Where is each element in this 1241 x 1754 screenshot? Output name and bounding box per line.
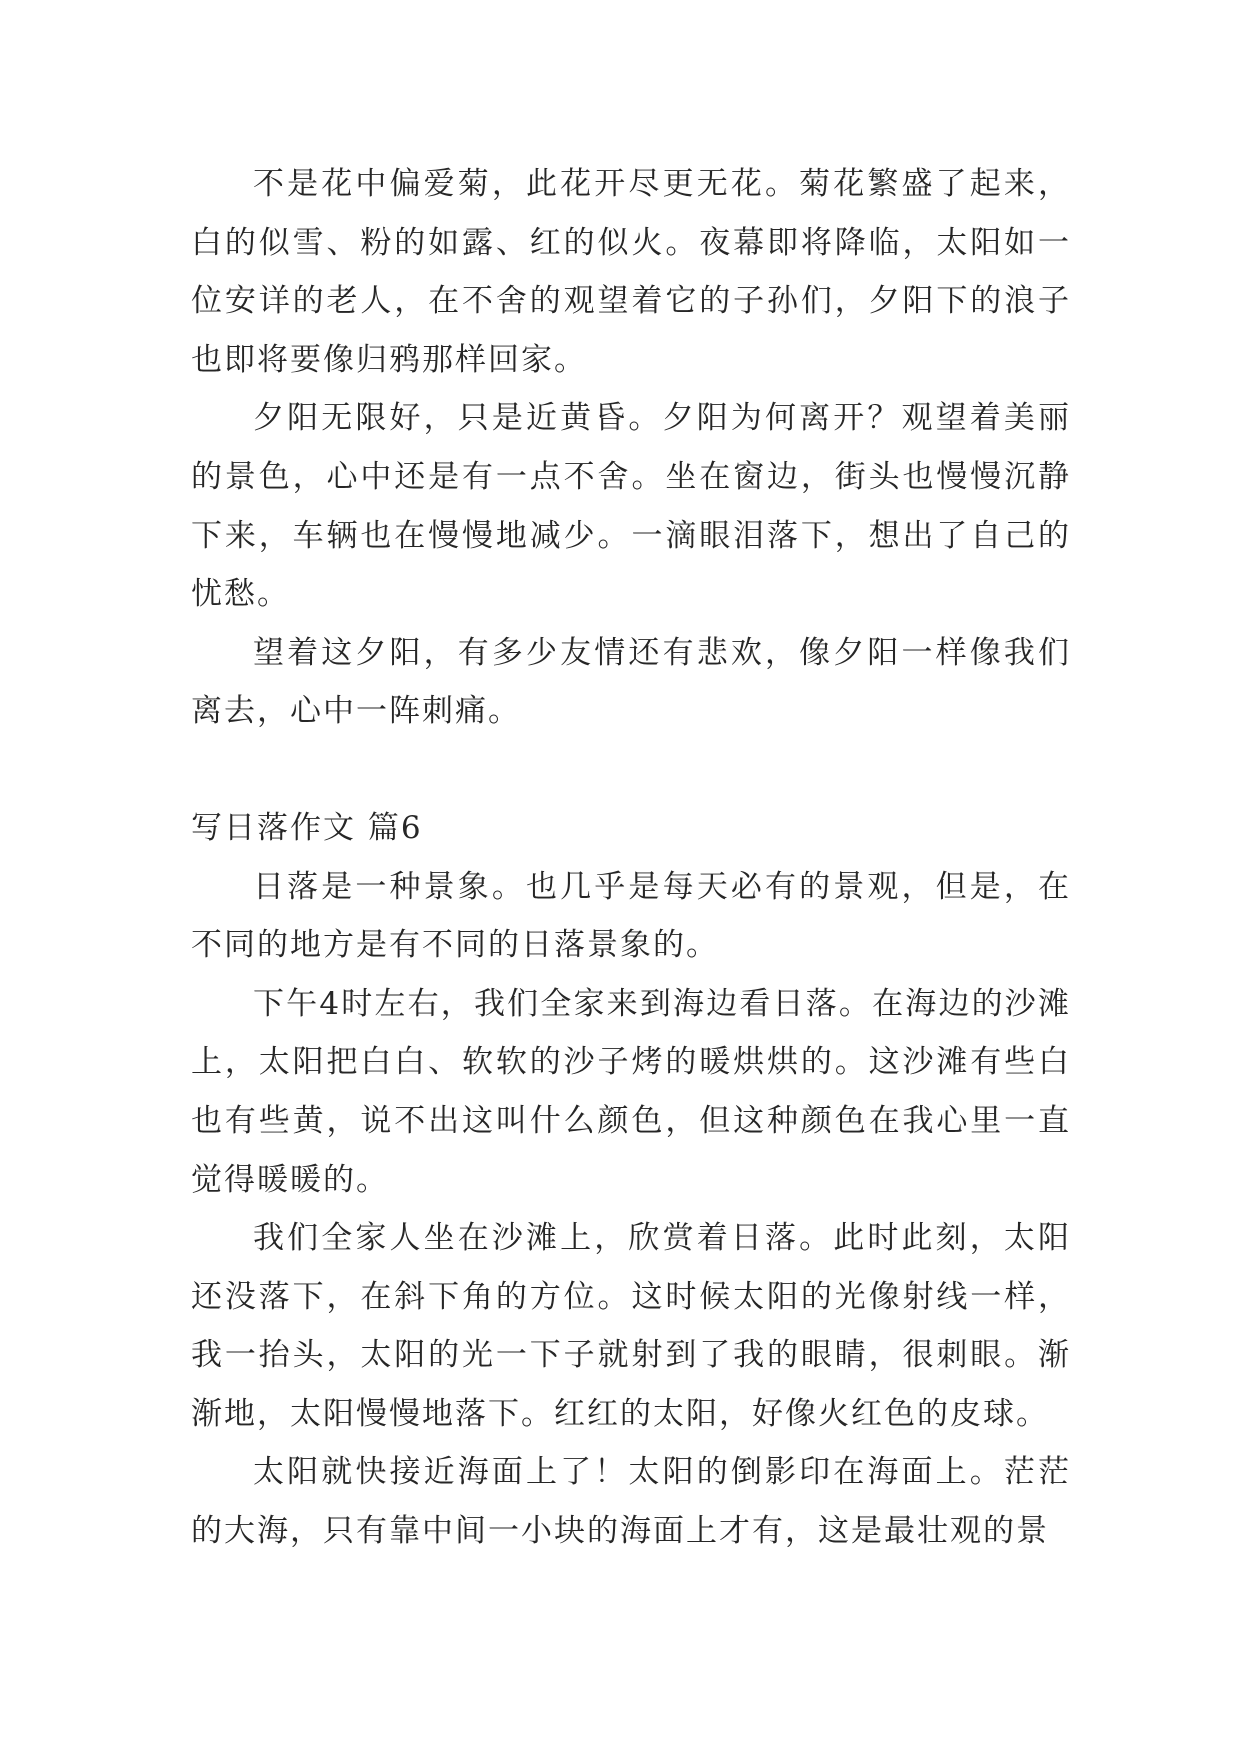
paragraph: 下午4时左右，我们全家来到海边看日落。在海边的沙滩上，太阳把白白、软软的沙子烤的暖烘烘的。这沙滩有些白也有些黄，说不出这叫什么颜色，但这种颜色在我心里一直觉得暖暖的。 <box>191 985 1071 1198</box>
section-heading: 写日落作文 篇6 <box>191 809 423 846</box>
document-body <box>191 155 1071 1561</box>
paragraph: 夕阳无限好，只是近黄昏。夕阳为何离开？观望着美丽的景色，心中还是有一点不舍。坐在窗边，街头也慢慢沉静下来，车辆也在慢慢地减少。一滴眼泪落下，想出了自己的忧愁。 <box>191 400 1071 613</box>
paragraph: 太阳就快接近海面上了！太阳的倒影印在海面上。茫茫的大海，只有靠中间一小块的海面上才有，这是最壮观的景 <box>191 1454 1071 1550</box>
paragraph: 日落是一种景象。也几乎是每天必有的景观，但是，在不同的地方是有不同的日落景象的。 <box>191 868 1071 964</box>
paragraph: 我们全家人坐在沙滩上，欣赏着日落。此时此刻，太阳还没落下，在斜下角的方位。这时候太阳的光像射线一样，我一抬头，太阳的光一下子就射到了我的眼睛，很刺眼。渐渐地，太阳慢慢地落下。红红的太阳，好像火红色的皮球。 <box>191 1220 1071 1432</box>
paragraph: 不是花中偏爱菊，此花开尽更无花。菊花繁盛了起来，白的似雪、粉的如露、红的似火。夜幕即将降临，太阳如一位安详的老人，在不舍的观望着它的子孙们，夕阳下的浪子也即将要像归鸦那样回家。 <box>191 166 1071 378</box>
paragraph: 望着这夕阳，有多少友情还有悲欢，像夕阳一样像我们离去，心中一阵刺痛。 <box>191 634 1071 730</box>
